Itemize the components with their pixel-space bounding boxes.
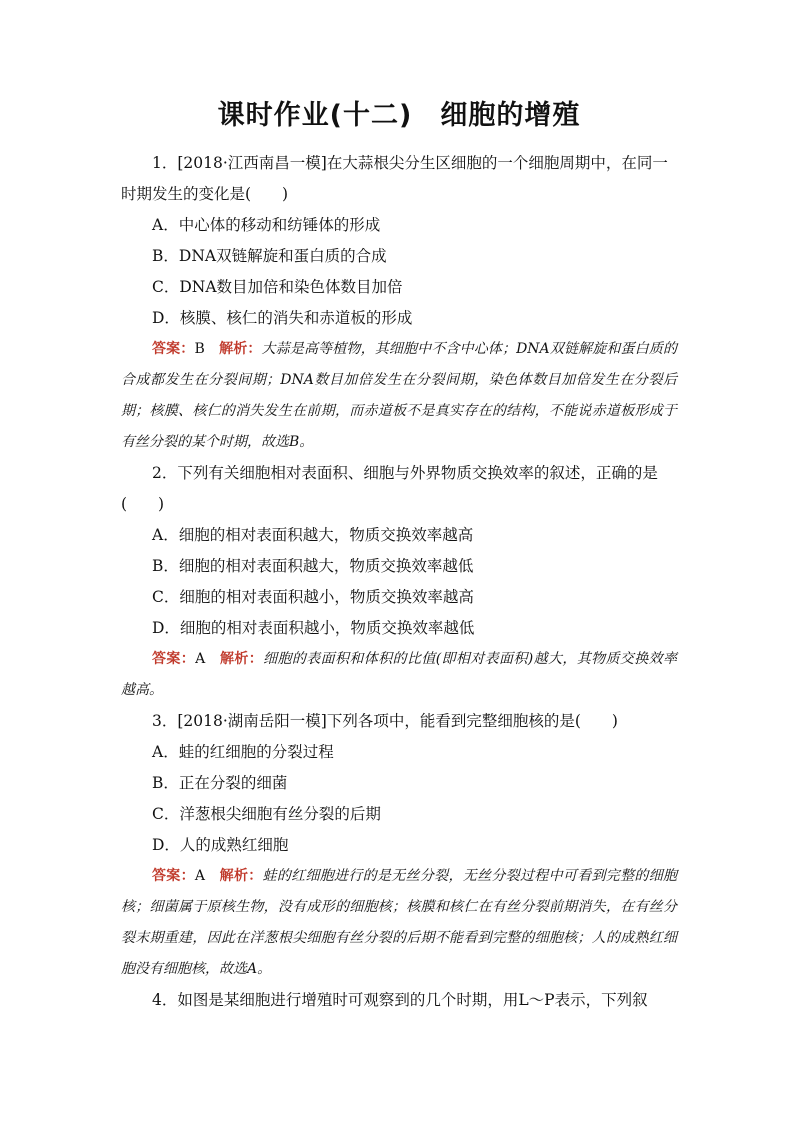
- answer-label: 答案：: [152, 341, 195, 357]
- option-c: C．细胞的相对表面积越小，物质交换效率越高: [152, 588, 474, 606]
- option-b: B．细胞的相对表面积越大，物质交换效率越低: [152, 557, 474, 575]
- page-title: 课时作业(十二) 细胞的增殖: [217, 100, 581, 131]
- option-d: D．核膜、核仁的消失和赤道板的形成: [152, 309, 413, 327]
- option-b: B．DNA双链解旋和蛋白质的合成: [152, 247, 387, 265]
- question-1: [121, 148, 677, 458]
- analysis-text: 大蒜是高等植物，其细胞中不含中心体；DNA双链解旋和蛋白质的合成都发生在分裂间期；DNA数目加倍发生在分裂间期，染色体数目加倍发生在分裂后期；核膜、核仁的消失发生在前期，而赤道板不是真实存在的结构，不能说赤道板形成于有丝分裂的某个时期，故选B。: [121, 341, 678, 450]
- answer-label: 答案：: [152, 651, 196, 667]
- analysis-label: 解析：: [219, 341, 262, 357]
- answer-value: A: [194, 868, 206, 884]
- document-page: [121, 96, 677, 1016]
- answer-block: [121, 644, 677, 706]
- option-d: D．人的成熟红细胞: [152, 836, 289, 854]
- question-3: [121, 706, 677, 985]
- option-c: C．DNA数目加倍和染色体数目加倍: [152, 278, 403, 296]
- question-stem: 3．[2018·湖南岳阳一模]下列各项中，能看到完整细胞核的是( ): [152, 712, 618, 730]
- analysis-label: 解析：: [220, 651, 264, 667]
- analysis-text: 细胞的表面积和体积的比值(即相对表面积)越大，其物质交换效率越高。: [121, 651, 678, 698]
- option-c: C．洋葱根尖细胞有丝分裂的后期: [152, 805, 381, 823]
- option-b: B．正在分裂的细菌: [152, 774, 288, 792]
- answer-block: [121, 861, 677, 985]
- answer-block: [121, 334, 677, 458]
- option-d: D．细胞的相对表面积越小，物质交换效率越低: [152, 619, 475, 637]
- question-2: [121, 458, 677, 706]
- answer-value: A: [195, 651, 206, 667]
- option-a: A．蛙的红细胞的分裂过程: [152, 743, 334, 761]
- question-stem: 1．[2018·江西南昌一模]在大蒜根尖分生区细胞的一个细胞周期中，在同一时期发生的变化是( ): [121, 154, 668, 203]
- question-stem: 2．下列有关细胞相对表面积、细胞与外界物质交换效率的叙述，正确的是( ): [121, 464, 658, 513]
- analysis-label: 解析：: [219, 868, 263, 884]
- answer-label: 答案：: [152, 868, 195, 884]
- question-stem: 4．如图是某细胞进行增殖时可观察到的几个时期，用L～P表示，下列叙: [152, 991, 648, 1009]
- analysis-text: 蛙的红细胞进行的是无丝分裂，无丝分裂过程中可看到完整的细胞核；细菌属于原核生物，没有成形的细胞核；核膜和核仁在有丝分裂前期消失，在有丝分裂末期重建，因此在洋葱根尖细胞有丝分裂的后期不能看到完整的细胞核；人的成熟红细胞没有细胞核，故选A。: [121, 868, 678, 977]
- answer-value: B: [194, 341, 205, 357]
- option-a: A．细胞的相对表面积越大，物质交换效率越高: [152, 526, 474, 544]
- option-a: A．中心体的移动和纺锤体的形成: [152, 216, 381, 234]
- question-4: [121, 985, 677, 1016]
